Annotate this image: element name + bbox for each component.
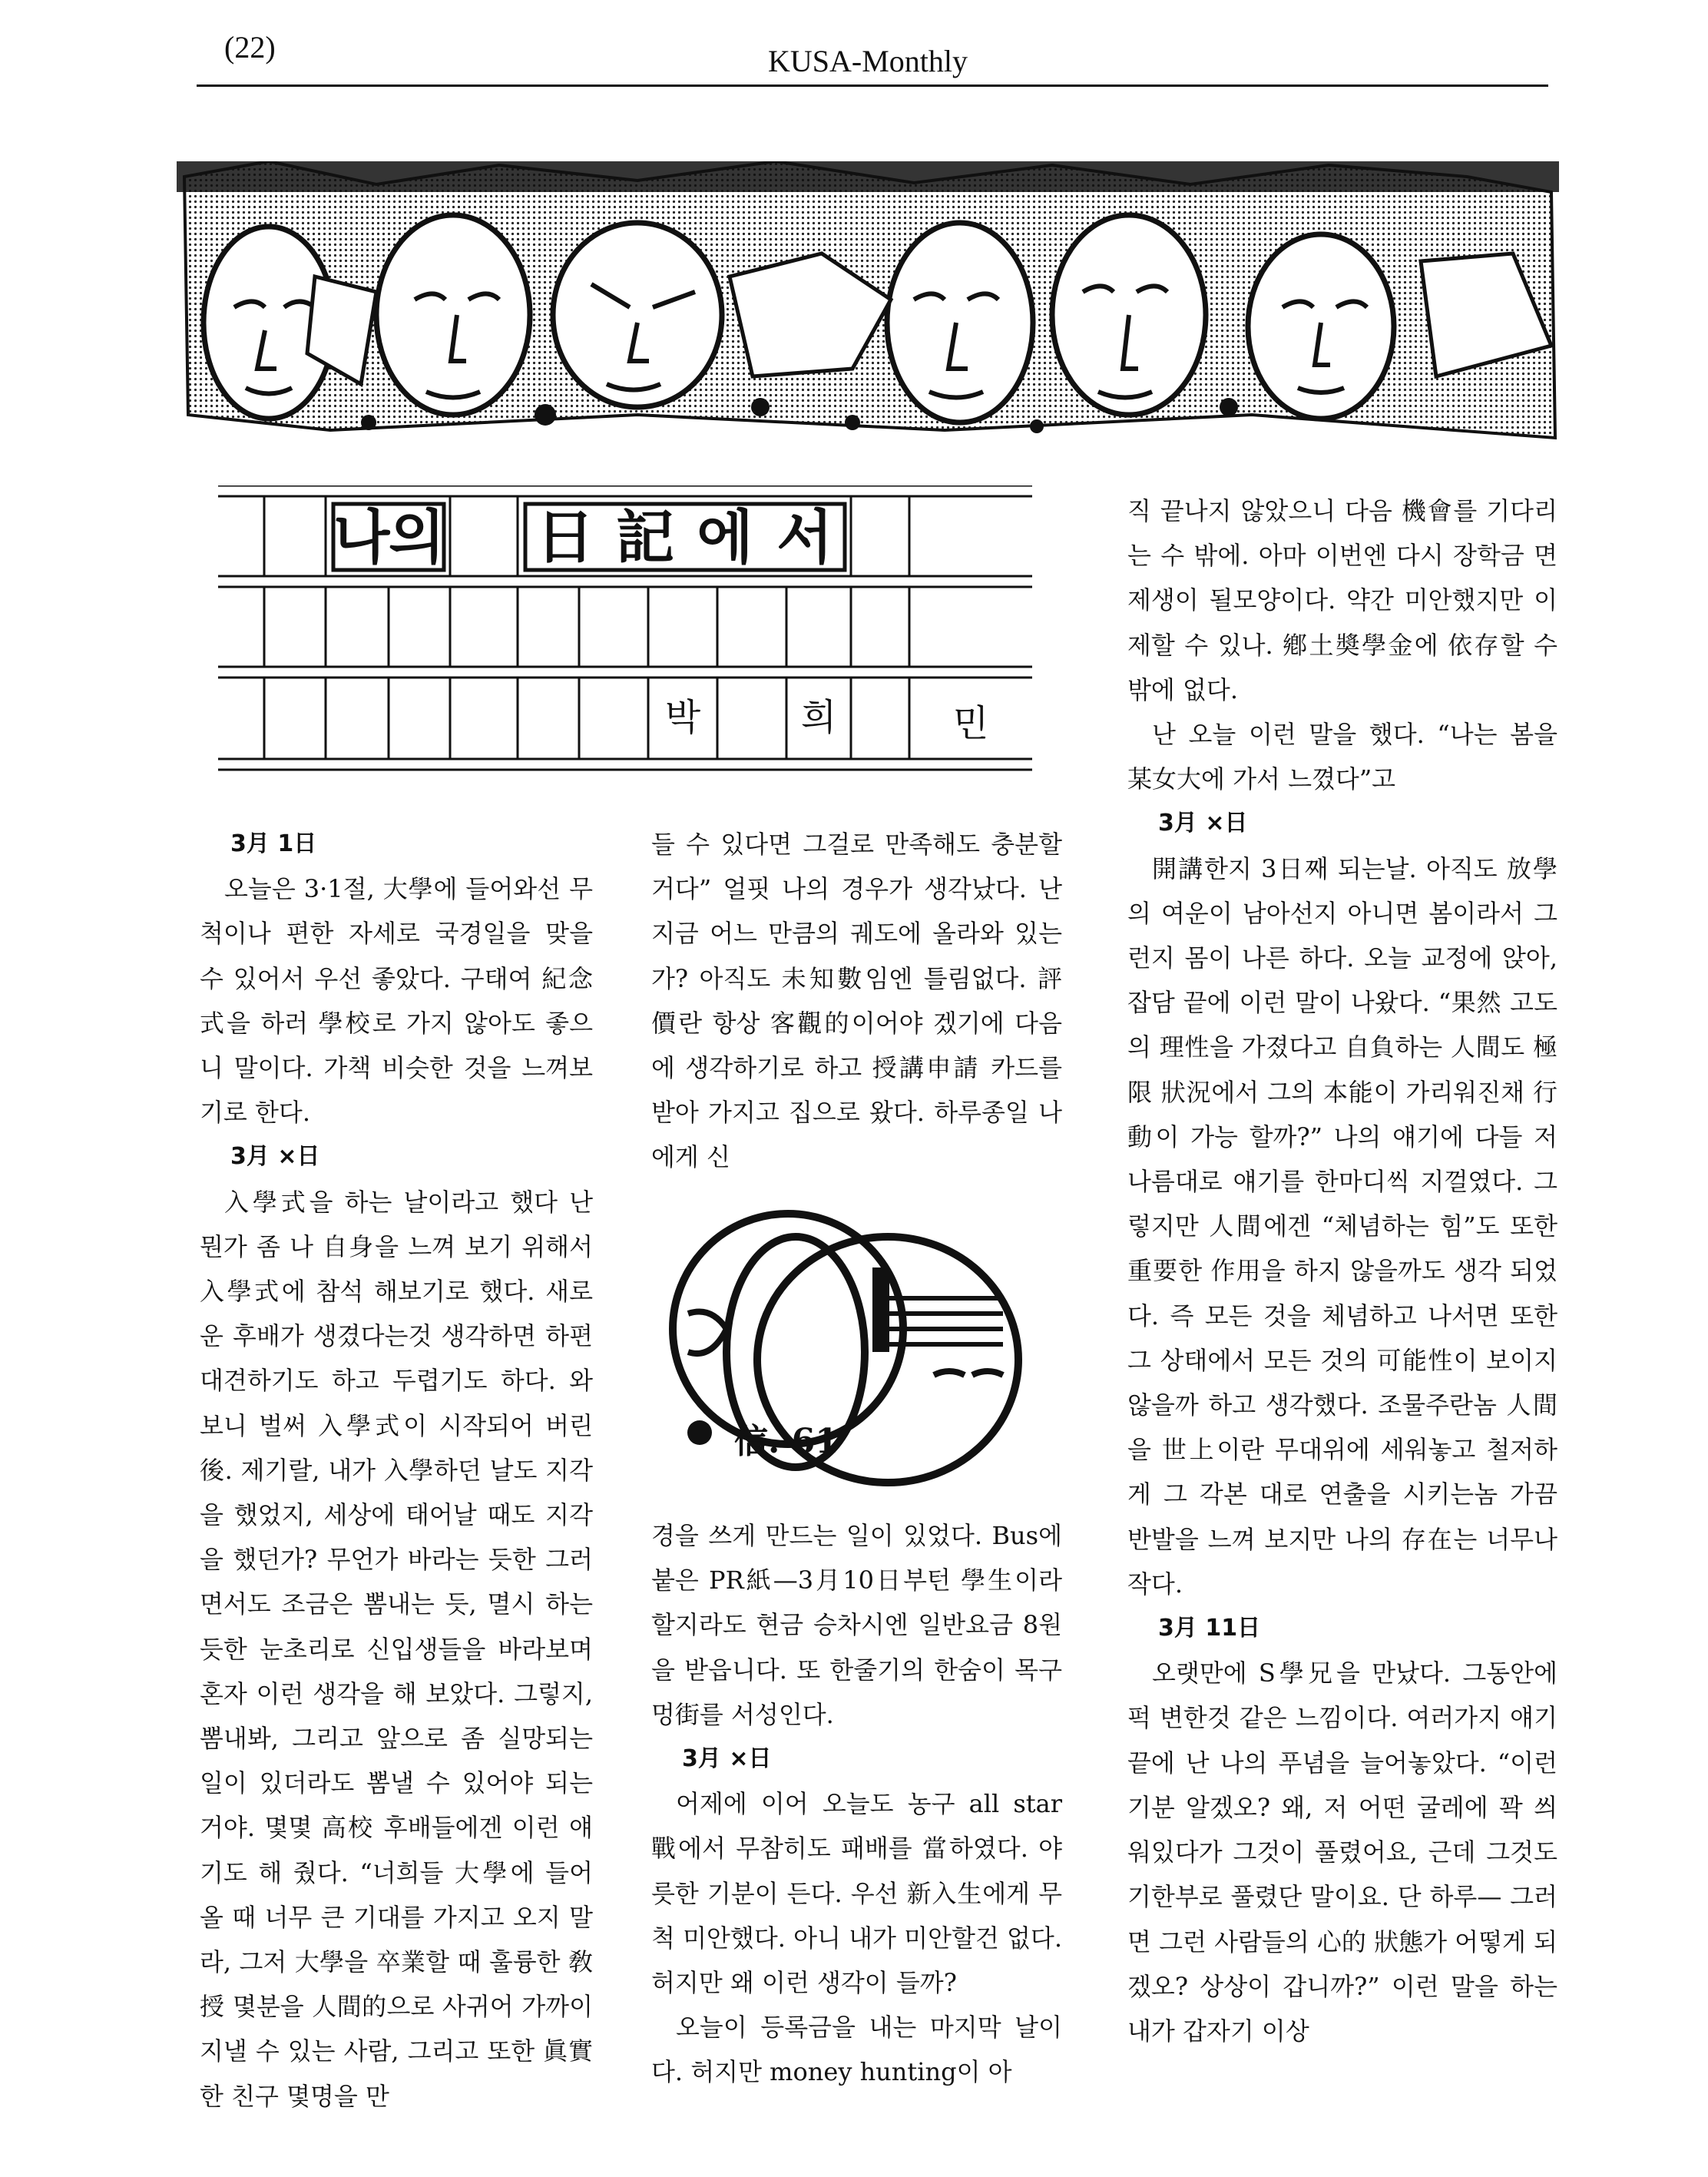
title-char-5: 에: [697, 503, 753, 572]
article-column-2-top: [651, 822, 1062, 1180]
diary-date: 3月 ×日: [682, 1745, 772, 1773]
header-rule: [197, 84, 1548, 87]
diary-date: 3月 ×日: [230, 1143, 320, 1171]
title-char-1: 나: [333, 503, 390, 572]
author-char-1: 박: [664, 696, 701, 739]
diary-paragraph: 入學式을 하는 날이라고 했다 난 뭔가 좀 나 自身을 느껴 보기 위해서 入學式에 참석 해보기로 했다. 새로운 후배가 생겼다는것 생각하면 하편 대견하기도 하고 두렵기도 하다. 와보니 벌써 入學式이 시작되어 버린 後. 제기랄, 내가 入學하던 날도 지각을 했었지, 세상에 태어날 때도 지각을 했던가? 무언가 바라는 듯한 그러면서도 조금은 뽐내는 듯, 멸시 하는듯한 눈초리로 신입생들을 바라보며 혼자 이런 생각을 해 보았다. 그렇지, 뽐내봐, 그리고 앞으로 좀 실망되는 일이 있더라도 뽐낼 수 있어야 되는거야. 몇몇 高校 후배들에겐 이런 얘기도 해 줬다. “너희들 大學에 들어 올 때 너무 큰 기대를 가지고 오지 말라, 그저 大學을 卒業할 때 훌륭한 敎授 몇분을 人間的으로 사귀어 가까이 지낼 수 있는 사람, 그리고 또한 眞實한 친구 몇명을 만: [200, 1187, 593, 2111]
author-char-3: 민: [952, 702, 989, 745]
title-char-4: 記: [616, 503, 674, 572]
title-block: [218, 485, 1032, 773]
faces-illustration-icon: [177, 161, 1559, 446]
diary-paragraph: 난 오늘 이런 말을 했다. “나는 봄을 某女大에 가서 느꼈다”고: [1127, 720, 1557, 794]
article-column-1: [200, 822, 593, 2119]
article-column-3: [1127, 489, 1557, 2053]
title-char-2: 의: [389, 503, 445, 572]
stamp-signature: 信. 61: [734, 1422, 839, 1461]
diary-paragraph: 들 수 있다면 그걸로 만족해도 충분할거다” 얼핏 나의 경우가 생각났다. 난 지금 어느 만큼의 궤도에 올라와 있는가? 아직도 未知數임엔 틀림없다. 評價란 항상 客觀的이어야 겠기에 다음에 생각하기로 하고 授講申請 카드를 받아 가지고 집으로 왔다. 하루종일 나에게 신: [651, 830, 1062, 1172]
diary-date: 3月 11日: [1158, 1615, 1261, 1642]
diary-paragraph: 오늘은 3·1절, 大學에 들어와선 무척이나 편한 자세로 국경일을 맞을 수 있어서 우선 좋았다. 구태여 紀念式을 하러 學校로 가지 않아도 좋으니 말이다. 가책 비슷한 것을 느껴보기로 한다.: [200, 874, 593, 1128]
title-char-6: 서: [776, 503, 833, 572]
author-char-2: 희: [800, 696, 837, 739]
faces-illustration: [177, 161, 1559, 446]
diary-paragraph: 어제에 이어 오늘도 농구 all star 戰에서 무참히도 패배를 當하였다. 야릇한 기분이 든다. 우선 新入生에게 무척 미안했다. 아니 내가 미안할건 없다. 허지만 왜 이런 생각이 들까?: [651, 1789, 1062, 1998]
diary-date: 3月 1日: [230, 830, 317, 857]
title-char-3: 日: [536, 503, 594, 572]
diary-paragraph: 오랫만에 S學兄을 만났다. 그동안에 퍽 변한것 같은 느낌이다. 여러가지 얘기 끝에 난 나의 푸념을 늘어놓았다. “이런 기분 알겠오? 왜, 저 어떤 굴레에 꽉 씌워있다가 그것이 풀렸어요, 근데 그것도 기한부로 풀렸단 말이요. 단 하루— 그러면 그런 사람들의 心的 狀態가 어떻게 되겠오? 상상이 갑니까?” 이런 말을 하는 내가 갑자기 이상: [1127, 1658, 1557, 2046]
diary-paragraph: 開講한지 3日째 되는날. 아직도 放學의 여운이 남아선지 아니면 봄이라서 그런지 몸이 나른 하다. 오늘 교정에 앉아, 잡담 끝에 이런 말이 나왔다. “果然 고도의 理性을 가졌다고 自負하는 人間도 極限 狀況에서 그의 本能이 가리워진채 行動이 가능 할까?” 나의 얘기에 다들 저 나름대로 얘기를 한마디씩 지껄였다. 그렇지만 人間에겐 “체념하는 힘”도 또한 重要한 作用을 하지 않을까도 생각 되었다. 즉 모든 것을 체념하고 나서면 또한 그 상태에서 모든 것의 可能性이 보이지 않을까 하고 생각했다. 조물주란놈 人間을 世上이란 무대위에 세워놓고 철저하게 그 각본 대로 연출을 시키는놈 가끔 반발을 느껴 보지만 나의 存在는 너무나 작다.: [1127, 853, 1557, 1599]
diary-paragraph: 직 끝나지 않았으니 다음 機會를 기다리는 수 밖에. 아마 이번엔 다시 장학금 면제생이 될모양이다. 약간 미안했지만 이제할 수 있나. 鄕土奬學金에 依存할 수 밖에 없다.: [1127, 496, 1557, 704]
page-number: (22): [224, 30, 276, 65]
coin-stamp-drawing: [642, 1206, 1041, 1498]
running-head: KUSA-Monthly: [768, 44, 968, 78]
coin-stamp-drawing-icon: [642, 1206, 1041, 1498]
diary-paragraph: 오늘이 등록금을 내는 마지막 날이다. 허지만 money hunting이 아: [651, 2013, 1062, 2087]
diary-paragraph: 경을 쓰게 만드는 일이 있었다. Bus에 붙은 PR紙—3月10日부턴 學生이라 할지라도 현금 승차시엔 일반요금 8원을 받읍니다. 또 한줄기의 한숨이 목구멍街를 서성인다.: [651, 1521, 1062, 1729]
diary-date: 3月 ×日: [1158, 810, 1248, 837]
article-column-2-bottom: [651, 1513, 1062, 2095]
